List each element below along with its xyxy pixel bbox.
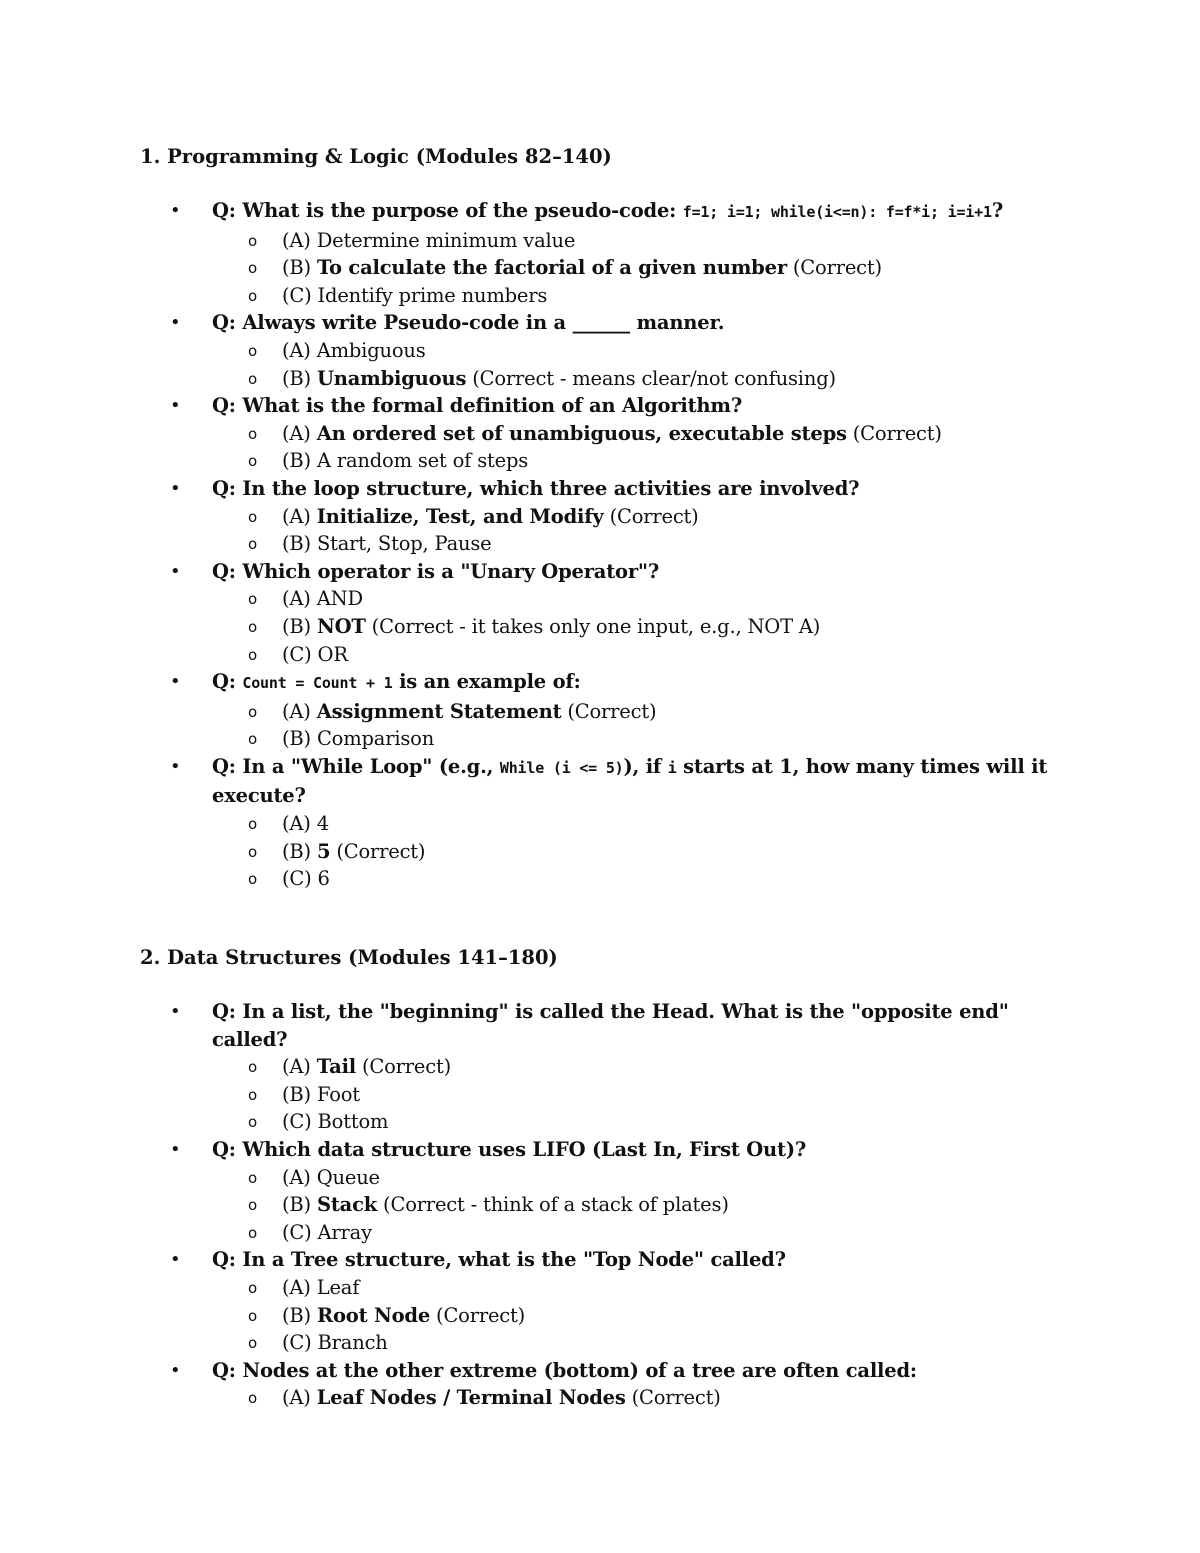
circle-bullet-icon: o bbox=[248, 341, 257, 360]
option-list bbox=[170, 1274, 1070, 1357]
question-text: Q: Always write Pseudo-code in a ______ manner. bbox=[212, 311, 725, 335]
question-list bbox=[170, 998, 1070, 1412]
question-text: Q: Which data structure uses LIFO (Last In, First Out)? bbox=[212, 1137, 807, 1161]
circle-bullet-icon: o bbox=[248, 590, 257, 609]
option-item: o (B) A random set of steps bbox=[170, 447, 1070, 475]
option-list bbox=[170, 810, 1070, 893]
option-item: o (A) Assignment Statement (Correct) bbox=[170, 698, 1070, 726]
circle-bullet-icon: o bbox=[248, 1278, 257, 1297]
circle-bullet-icon: o bbox=[248, 1168, 257, 1187]
option-list bbox=[170, 1053, 1070, 1136]
option-item: o (B) Unambiguous (Correct - means clear/not confusing) bbox=[170, 365, 1070, 393]
circle-bullet-icon: o bbox=[248, 535, 257, 554]
option-item: o (A) Leaf Nodes / Terminal Nodes (Correct) bbox=[170, 1384, 1070, 1412]
question-text: Q: What is the formal definition of an Algorithm? bbox=[212, 394, 743, 418]
circle-bullet-icon: o bbox=[248, 231, 257, 250]
circle-bullet-icon: o bbox=[248, 452, 257, 471]
bullet-icon: • bbox=[170, 312, 181, 334]
option-item: o (C) OR bbox=[170, 641, 1070, 669]
circle-bullet-icon: o bbox=[248, 1085, 257, 1104]
option-list bbox=[170, 503, 1070, 558]
circle-bullet-icon: o bbox=[248, 1113, 257, 1132]
question-text: Q: Count = Count + 1 is an example of: bbox=[212, 670, 581, 694]
question-item bbox=[170, 668, 1070, 753]
bullet-icon: • bbox=[170, 1138, 181, 1160]
option-item: o (A) An ordered set of unambiguous, executable steps (Correct) bbox=[170, 420, 1070, 448]
option-item: o (C) Array bbox=[170, 1219, 1070, 1247]
question-item bbox=[170, 197, 1070, 309]
question-text: Q: Which operator is a "Unary Operator"? bbox=[212, 559, 660, 583]
option-list bbox=[170, 1164, 1070, 1247]
question-item bbox=[170, 753, 1070, 893]
bullet-icon: • bbox=[170, 671, 181, 693]
circle-bullet-icon: o bbox=[248, 259, 257, 278]
circle-bullet-icon: o bbox=[248, 842, 257, 861]
section-heading: 1. Programming & Logic (Modules 82–140) bbox=[140, 145, 612, 168]
question-text: Q: In the loop structure, which three activities are involved? bbox=[212, 476, 860, 500]
option-list bbox=[170, 227, 1070, 310]
bullet-icon: • bbox=[170, 395, 181, 417]
circle-bullet-icon: o bbox=[248, 870, 257, 889]
circle-bullet-icon: o bbox=[248, 645, 257, 664]
option-item: o (C) Bottom bbox=[170, 1108, 1070, 1136]
circle-bullet-icon: o bbox=[248, 1306, 257, 1325]
option-item: o (A) AND bbox=[170, 585, 1070, 613]
circle-bullet-icon: o bbox=[248, 730, 257, 749]
circle-bullet-icon: o bbox=[248, 1196, 257, 1215]
circle-bullet-icon: o bbox=[248, 507, 257, 526]
bullet-icon: • bbox=[170, 477, 181, 499]
circle-bullet-icon: o bbox=[248, 1389, 257, 1408]
question-list bbox=[170, 197, 1070, 893]
bullet-icon: • bbox=[170, 560, 181, 582]
question-item bbox=[170, 1136, 1070, 1246]
circle-bullet-icon: o bbox=[248, 815, 257, 834]
circle-bullet-icon: o bbox=[248, 369, 257, 388]
option-item: o (A) Determine minimum value bbox=[170, 227, 1070, 255]
circle-bullet-icon: o bbox=[248, 702, 257, 721]
question-text: Q: In a "While Loop" (e.g., While (i <= 5)), if i starts at 1, how many times will it execute? bbox=[212, 754, 1048, 808]
question-text: Q: In a Tree structure, what is the "Top Node" called? bbox=[212, 1248, 786, 1272]
question-item bbox=[170, 309, 1070, 392]
circle-bullet-icon: o bbox=[248, 1223, 257, 1242]
option-list bbox=[170, 337, 1070, 392]
bullet-icon: • bbox=[170, 1249, 181, 1271]
option-item: o (B) Stack (Correct - think of a stack of plates) bbox=[170, 1191, 1070, 1219]
option-list bbox=[170, 420, 1070, 475]
option-list bbox=[170, 585, 1070, 668]
option-item: o (B) Root Node (Correct) bbox=[170, 1302, 1070, 1330]
circle-bullet-icon: o bbox=[248, 617, 257, 636]
option-list bbox=[170, 698, 1070, 753]
bullet-icon: • bbox=[170, 1359, 181, 1381]
option-list bbox=[170, 1384, 1070, 1412]
bullet-icon: • bbox=[170, 1001, 181, 1022]
question-item bbox=[170, 475, 1070, 558]
circle-bullet-icon: o bbox=[248, 1058, 257, 1077]
question-item bbox=[170, 558, 1070, 668]
option-item: o (B) 5 (Correct) bbox=[170, 838, 1070, 866]
option-item: o (B) To calculate the factorial of a given number (Correct) bbox=[170, 254, 1070, 282]
section-heading: 2. Data Structures (Modules 141–180) bbox=[140, 946, 558, 969]
option-item: o (C) 6 bbox=[170, 865, 1070, 893]
option-item: o (A) Tail (Correct) bbox=[170, 1053, 1070, 1081]
option-item: o (B) NOT (Correct - it takes only one input, e.g., NOT A) bbox=[170, 613, 1070, 641]
circle-bullet-icon: o bbox=[248, 424, 257, 443]
option-item: o (A) Leaf bbox=[170, 1274, 1070, 1302]
question-item bbox=[170, 1357, 1070, 1412]
option-item: o (B) Foot bbox=[170, 1081, 1070, 1109]
option-item: o (A) Initialize, Test, and Modify (Correct) bbox=[170, 503, 1070, 531]
circle-bullet-icon: o bbox=[248, 1334, 257, 1353]
option-item: o (A) Ambiguous bbox=[170, 337, 1070, 365]
question-text: Q: In a list, the "beginning" is called the Head. What is the "opposite end" called? bbox=[212, 1000, 1009, 1051]
question-item bbox=[170, 998, 1070, 1136]
option-item: o (A) Queue bbox=[170, 1164, 1070, 1192]
option-item: o (C) Identify prime numbers bbox=[170, 282, 1070, 310]
option-item: o (B) Start, Stop, Pause bbox=[170, 530, 1070, 558]
question-item bbox=[170, 392, 1070, 475]
circle-bullet-icon: o bbox=[248, 286, 257, 305]
question-text: Q: What is the purpose of the pseudo-code: f=1; i=1; while(i<=n): f=f*i; i=i+1? bbox=[212, 199, 1004, 222]
bullet-icon: • bbox=[170, 755, 181, 777]
question-text: Q: Nodes at the other extreme (bottom) of a tree are often called: bbox=[212, 1358, 917, 1382]
option-item: o (C) Branch bbox=[170, 1329, 1070, 1357]
question-item bbox=[170, 1246, 1070, 1356]
bullet-icon: • bbox=[170, 200, 181, 221]
option-item: o (A) 4 bbox=[170, 810, 1070, 838]
option-item: o (B) Comparison bbox=[170, 725, 1070, 753]
